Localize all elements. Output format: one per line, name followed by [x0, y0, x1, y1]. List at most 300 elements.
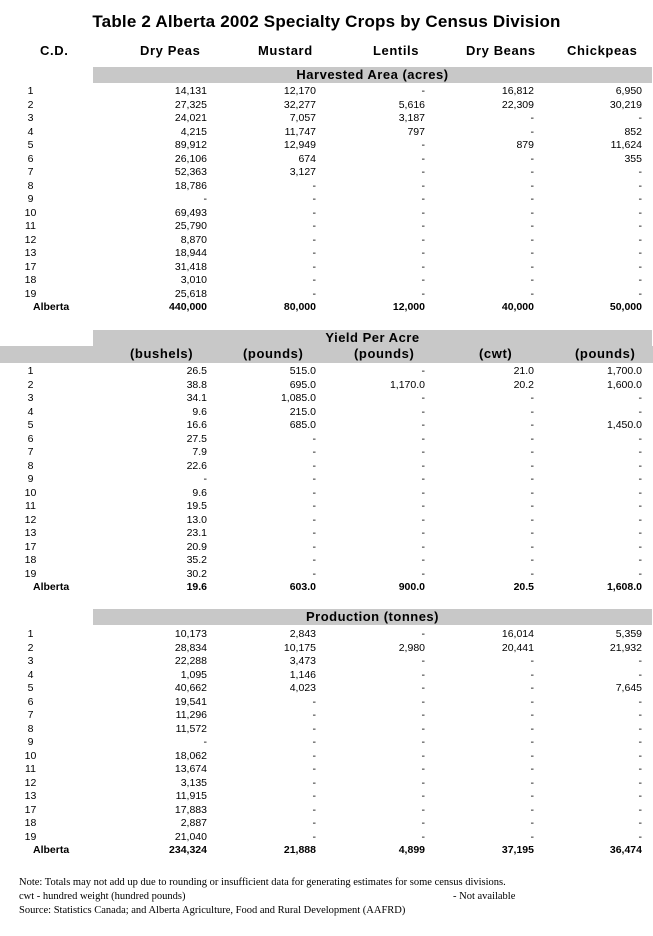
cell-dry-peas: 18,944 [174, 247, 207, 259]
table-row [0, 655, 653, 669]
cell-dry-beans: - [530, 776, 534, 789]
cell-lentils: - [421, 473, 425, 485]
cell-lentils: - [421, 655, 425, 667]
cell-cd: 19 [24, 830, 37, 843]
units-mustard: (pounds) [243, 346, 304, 361]
cell-cd: 9 [27, 473, 34, 485]
table-row [0, 527, 653, 541]
units-dry-peas: (bushels) [130, 346, 194, 361]
cell-cd: 10 [24, 486, 37, 499]
section-yield-per-acre [0, 365, 653, 595]
cell-mustard: 32,277 [283, 98, 316, 111]
cell-cd: 9 [27, 736, 34, 748]
cell-chickpeas: - [638, 776, 642, 789]
cell-dry-beans: - [530, 567, 534, 580]
cell-dry-peas: 22.6 [186, 459, 207, 472]
cell-cd: 12 [24, 513, 37, 526]
cell-mustard: 10,175 [283, 641, 316, 654]
table-row [0, 628, 653, 642]
cell-dry-beans: - [530, 486, 534, 499]
table-row [0, 406, 653, 420]
table-row [0, 446, 653, 460]
table-row [0, 736, 653, 750]
footnote-source: Source: Statistics Canada; and Alberta Agriculture, Food and Rural Development (AAFRD) [19, 905, 406, 916]
cell-chickpeas: - [638, 432, 642, 445]
cell-mustard: 2,843 [289, 628, 316, 640]
footnote-not-available: - Not available [453, 891, 516, 902]
cell-dry-beans: - [530, 220, 534, 232]
column-header-mustard: Mustard [258, 43, 313, 58]
cell-dry-beans: 879 [516, 139, 534, 151]
cell-dry-peas: 21,040 [174, 830, 207, 843]
cell-lentils: - [421, 206, 425, 219]
cell-dry-peas: 1,095 [180, 668, 207, 681]
cell-dry-beans: - [530, 803, 534, 816]
cell-dry-beans: 20.5 [513, 581, 534, 593]
table-row [0, 487, 653, 501]
cell-mustard: - [312, 830, 316, 843]
cell-dry-peas: 26,106 [174, 152, 207, 165]
cell-cd: 5 [27, 139, 34, 151]
cell-dry-beans: - [530, 166, 534, 178]
cell-chickpeas: 7,645 [615, 682, 642, 694]
cell-dry-beans: - [530, 112, 534, 124]
cell-dry-beans: 37,195 [501, 844, 534, 856]
cell-chickpeas: 355 [624, 152, 642, 165]
table-row [0, 790, 653, 804]
cell-cd: 3 [27, 655, 34, 667]
table-row [0, 696, 653, 710]
cell-chickpeas: - [638, 112, 642, 124]
cell-mustard: 21,888 [283, 844, 316, 856]
table-row [0, 288, 653, 302]
table-row [0, 500, 653, 514]
cell-dry-peas: 25,790 [174, 220, 207, 232]
cell-dry-peas: 3,010 [180, 274, 207, 286]
cell-dry-peas: 9.6 [192, 486, 207, 499]
cell-dry-beans: - [530, 405, 534, 418]
cell-chickpeas: - [638, 206, 642, 219]
units-dry-beans: (cwt) [479, 346, 513, 361]
cell-lentils: - [421, 776, 425, 789]
cell-lentils: - [421, 247, 425, 259]
cell-cd: 3 [27, 392, 34, 404]
units-row [0, 346, 653, 363]
table-row [0, 193, 653, 207]
cell-mustard: - [312, 274, 316, 286]
cell-dry-beans: 16,014 [501, 628, 534, 640]
cell-mustard: - [312, 287, 316, 300]
cell-chickpeas: - [638, 736, 642, 748]
cell-lentils: - [421, 233, 425, 246]
cell-chickpeas: - [638, 655, 642, 667]
cell-cd: 4 [27, 405, 34, 418]
cell-cd: 12 [24, 233, 37, 246]
table-row [0, 514, 653, 528]
table-row [0, 261, 653, 275]
cell-dry-beans: - [530, 749, 534, 762]
cell-mustard: 1,085.0 [280, 392, 316, 404]
section-harvested-area [0, 85, 653, 315]
cell-mustard: 80,000 [283, 301, 316, 313]
cell-chickpeas: - [638, 446, 642, 458]
cell-cd: 1 [27, 628, 34, 640]
footnote-totals: Note: Totals may not add up due to rounding or insufficient data for generating estimates for some census divisions. [19, 877, 506, 888]
cell-chickpeas: - [638, 695, 642, 708]
cell-chickpeas: - [638, 803, 642, 816]
cell-chickpeas: 6,950 [615, 85, 642, 97]
cell-cd: 10 [24, 749, 37, 762]
table-row [0, 139, 653, 153]
cell-dry-peas: 3,135 [180, 776, 207, 789]
table-row [0, 365, 653, 379]
cell-dry-peas: 18,062 [174, 749, 207, 762]
cell-cd: 5 [27, 419, 34, 431]
cell-lentils: 3,187 [398, 112, 425, 124]
cell-cd: 8 [27, 722, 34, 735]
table-row [0, 460, 653, 474]
cell-mustard: - [312, 709, 316, 721]
cell-mustard: - [312, 695, 316, 708]
cell-lentils: 1,170.0 [389, 378, 425, 391]
cell-lentils: - [421, 152, 425, 165]
cell-dry-peas: 18,786 [174, 179, 207, 192]
cell-dry-beans: 22,309 [501, 98, 534, 111]
cell-cd: 18 [24, 274, 37, 286]
cell-cd: Alberta [33, 301, 70, 313]
cell-lentils: - [421, 709, 425, 721]
cell-mustard: 695.0 [289, 378, 316, 391]
cell-dry-peas: - [203, 193, 207, 205]
cell-dry-beans: - [530, 432, 534, 445]
table-row [0, 642, 653, 656]
cell-chickpeas: - [638, 763, 642, 775]
table-row [0, 274, 653, 288]
cell-dry-peas: 28,834 [174, 641, 207, 654]
cell-mustard: - [312, 459, 316, 472]
cell-mustard: - [312, 260, 316, 273]
cell-dry-beans: - [530, 736, 534, 748]
cell-dry-peas: 2,887 [180, 817, 207, 829]
cell-chickpeas: - [638, 668, 642, 681]
cell-dry-peas: 19.6 [186, 581, 207, 593]
cell-lentils: - [421, 193, 425, 205]
cell-mustard: - [312, 722, 316, 735]
cell-dry-beans: - [530, 274, 534, 286]
cell-mustard: 674 [298, 152, 316, 165]
table-row [0, 433, 653, 447]
cell-dry-beans: - [530, 527, 534, 539]
cell-dry-beans: - [530, 287, 534, 300]
cell-lentils: - [421, 527, 425, 539]
cell-mustard: - [312, 446, 316, 458]
cell-mustard: - [312, 763, 316, 775]
cell-chickpeas: 5,359 [615, 628, 642, 640]
cell-chickpeas: 1,700.0 [606, 365, 642, 377]
cell-mustard: 3,473 [289, 655, 316, 667]
cell-chickpeas: - [638, 527, 642, 539]
cell-lentils: - [421, 166, 425, 178]
cell-chickpeas: 852 [624, 125, 642, 138]
cell-cd: 10 [24, 206, 37, 219]
cell-cd: 3 [27, 112, 34, 124]
cell-lentils: 5,616 [398, 98, 425, 111]
cell-chickpeas: 1,608.0 [606, 581, 642, 593]
cell-lentils: - [421, 85, 425, 97]
section-production [0, 628, 653, 858]
cell-cd: 13 [24, 790, 37, 802]
cell-dry-peas: 35.2 [186, 554, 207, 566]
cell-chickpeas: 36,474 [609, 844, 642, 856]
table-row [0, 831, 653, 845]
total-row [0, 301, 653, 315]
cell-mustard: - [312, 193, 316, 205]
cell-mustard: - [312, 513, 316, 526]
column-header-dry-beans: Dry Beans [466, 43, 536, 58]
cell-dry-beans: - [530, 682, 534, 694]
cell-mustard: - [312, 749, 316, 762]
cell-cd: 12 [24, 776, 37, 789]
cell-mustard: - [312, 736, 316, 748]
cell-cd: 7 [27, 166, 34, 178]
cell-chickpeas: - [638, 722, 642, 735]
cell-dry-beans: 20.2 [513, 378, 534, 391]
cell-chickpeas: 50,000 [609, 301, 642, 313]
cell-mustard: 12,949 [283, 139, 316, 151]
cell-dry-beans: - [530, 419, 534, 431]
table-row [0, 392, 653, 406]
cell-lentils: - [421, 260, 425, 273]
cell-mustard: - [312, 567, 316, 580]
cell-dry-peas: 30.2 [186, 567, 207, 580]
cell-dry-beans: - [530, 830, 534, 843]
table-row [0, 207, 653, 221]
cell-lentils: - [421, 459, 425, 472]
table-row [0, 379, 653, 393]
section-heading-production: Production (tonnes) [93, 609, 652, 625]
cell-dry-peas: 24,021 [174, 112, 207, 124]
cell-lentils: 2,980 [398, 641, 425, 654]
cell-mustard: - [312, 500, 316, 512]
cell-lentils: - [421, 668, 425, 681]
cell-lentils: - [421, 419, 425, 431]
cell-lentils: - [421, 682, 425, 694]
cell-lentils: - [421, 220, 425, 232]
footnote-units [19, 890, 639, 904]
total-row [0, 844, 653, 858]
cell-dry-peas: 17,883 [174, 803, 207, 816]
cell-dry-beans: 16,812 [501, 85, 534, 97]
units-lentils: (pounds) [354, 346, 415, 361]
cell-cd: 19 [24, 567, 37, 580]
cell-dry-beans: - [530, 763, 534, 775]
cell-dry-beans: - [530, 554, 534, 566]
table-row [0, 709, 653, 723]
cell-dry-beans: - [530, 233, 534, 246]
table-row [0, 99, 653, 113]
table-row [0, 541, 653, 555]
cell-dry-peas: 34.1 [186, 392, 207, 404]
cell-dry-peas: 11,572 [175, 722, 207, 735]
cell-cd: 11 [25, 763, 36, 775]
cell-chickpeas: - [638, 233, 642, 246]
cell-lentils: - [421, 486, 425, 499]
cell-chickpeas: - [638, 830, 642, 843]
cell-lentils: - [421, 274, 425, 286]
cell-mustard: - [312, 220, 316, 232]
cell-lentils: - [421, 446, 425, 458]
cell-dry-peas: 440,000 [169, 301, 207, 313]
table-row [0, 234, 653, 248]
cell-cd: 6 [27, 432, 34, 445]
cell-chickpeas: - [638, 709, 642, 721]
cell-lentils: 12,000 [392, 301, 425, 313]
table-row [0, 166, 653, 180]
cell-chickpeas: - [638, 486, 642, 499]
cell-dry-peas: 13,674 [174, 763, 207, 775]
cell-mustard: - [312, 432, 316, 445]
cell-chickpeas: - [638, 260, 642, 273]
cell-cd: 18 [24, 554, 37, 566]
cell-dry-beans: - [530, 179, 534, 192]
cell-dry-beans: - [530, 193, 534, 205]
cell-chickpeas: - [638, 749, 642, 762]
cell-chickpeas: 21,932 [609, 641, 642, 654]
table-row [0, 153, 653, 167]
cell-dry-peas: 89,912 [174, 139, 207, 151]
cell-dry-beans: - [530, 722, 534, 735]
cell-cd: 5 [27, 682, 34, 694]
cell-dry-peas: 8,870 [180, 233, 207, 246]
table-row [0, 669, 653, 683]
cell-dry-beans: - [530, 540, 534, 553]
cell-chickpeas: - [638, 567, 642, 580]
cell-lentils: - [421, 803, 425, 816]
cell-dry-peas: 14,131 [174, 85, 207, 97]
cell-chickpeas: - [638, 473, 642, 485]
cell-dry-peas: 19,541 [174, 695, 207, 708]
cell-dry-peas: 25,618 [174, 287, 207, 300]
cell-lentils: - [421, 179, 425, 192]
cell-chickpeas: - [638, 193, 642, 205]
cell-dry-peas: 7.9 [192, 446, 207, 458]
cell-dry-peas: 16.6 [186, 419, 207, 431]
section-heading-harvested-area: Harvested Area (acres) [93, 67, 652, 83]
cell-cd: 8 [27, 459, 34, 472]
cell-lentils: - [421, 567, 425, 580]
cell-dry-peas: 52,363 [174, 166, 207, 178]
cell-cd: 8 [27, 179, 34, 192]
column-header-row [0, 43, 653, 61]
cell-chickpeas: - [638, 817, 642, 829]
cell-mustard: - [312, 247, 316, 259]
cell-cd: 2 [27, 98, 34, 111]
table-row [0, 723, 653, 737]
cell-cd: 13 [24, 247, 37, 259]
cell-lentils: - [421, 763, 425, 775]
cell-dry-peas: 23.1 [186, 527, 207, 539]
cell-dry-beans: - [530, 473, 534, 485]
cell-chickpeas: - [638, 179, 642, 192]
cell-cd: 4 [27, 125, 34, 138]
cell-chickpeas: - [638, 790, 642, 802]
cell-lentils: - [421, 554, 425, 566]
cell-mustard: - [312, 486, 316, 499]
table-row [0, 750, 653, 764]
cell-dry-peas: 4,215 [180, 125, 207, 138]
cell-dry-peas: 69,493 [174, 206, 207, 219]
cell-cd: 18 [24, 817, 37, 829]
cell-lentils: - [421, 628, 425, 640]
cell-dry-peas: 19.5 [186, 500, 207, 512]
cell-chickpeas: - [638, 220, 642, 232]
table-row [0, 554, 653, 568]
cell-lentils: 900.0 [398, 581, 425, 593]
cell-dry-peas: 234,324 [169, 844, 207, 856]
cell-lentils: - [421, 513, 425, 526]
cell-mustard: - [312, 473, 316, 485]
cell-mustard: - [312, 817, 316, 829]
cell-chickpeas: - [638, 392, 642, 404]
cell-cd: 6 [27, 695, 34, 708]
cell-cd: Alberta [33, 844, 70, 856]
table-row [0, 247, 653, 261]
cell-dry-beans: 20,441 [501, 641, 534, 654]
cell-chickpeas: - [638, 287, 642, 300]
cell-cd: 19 [24, 287, 37, 300]
cell-mustard: 11,747 [284, 125, 316, 138]
cell-dry-beans: 21.0 [513, 365, 534, 377]
table-row [0, 568, 653, 582]
cell-dry-beans: - [530, 500, 534, 512]
cell-lentils: - [421, 287, 425, 300]
cell-dry-beans: - [530, 709, 534, 721]
cell-cd: 4 [27, 668, 34, 681]
column-header-cd: C.D. [40, 43, 69, 58]
cell-dry-beans: - [530, 668, 534, 681]
table-row [0, 817, 653, 831]
cell-dry-peas: 13.0 [186, 513, 207, 526]
table-row [0, 85, 653, 99]
cell-chickpeas: - [638, 405, 642, 418]
cell-cd: 2 [27, 641, 34, 654]
cell-dry-peas: 27,325 [174, 98, 207, 111]
cell-dry-beans: - [530, 392, 534, 404]
footnotes [19, 876, 639, 918]
cell-dry-beans: 40,000 [501, 301, 534, 313]
cell-mustard: - [312, 527, 316, 539]
cell-cd: 2 [27, 378, 34, 391]
cell-mustard: 515.0 [289, 365, 316, 377]
cell-chickpeas: - [638, 166, 642, 178]
cell-dry-beans: - [530, 152, 534, 165]
cell-dry-peas: - [203, 736, 207, 748]
cell-cd: 7 [27, 709, 34, 721]
cell-dry-beans: - [530, 513, 534, 526]
cell-chickpeas: - [638, 554, 642, 566]
cell-chickpeas: - [638, 540, 642, 553]
cell-chickpeas: 11,624 [610, 139, 642, 151]
table-row [0, 763, 653, 777]
cell-cd: 17 [24, 260, 37, 273]
cell-cd: Alberta [33, 581, 70, 593]
cell-mustard: - [312, 776, 316, 789]
table-row [0, 220, 653, 234]
cell-chickpeas: - [638, 247, 642, 259]
table-title: Table 2 Alberta 2002 Specialty Crops by Census Division [92, 12, 561, 31]
cell-cd: 6 [27, 152, 34, 165]
cell-lentils: - [421, 790, 425, 802]
